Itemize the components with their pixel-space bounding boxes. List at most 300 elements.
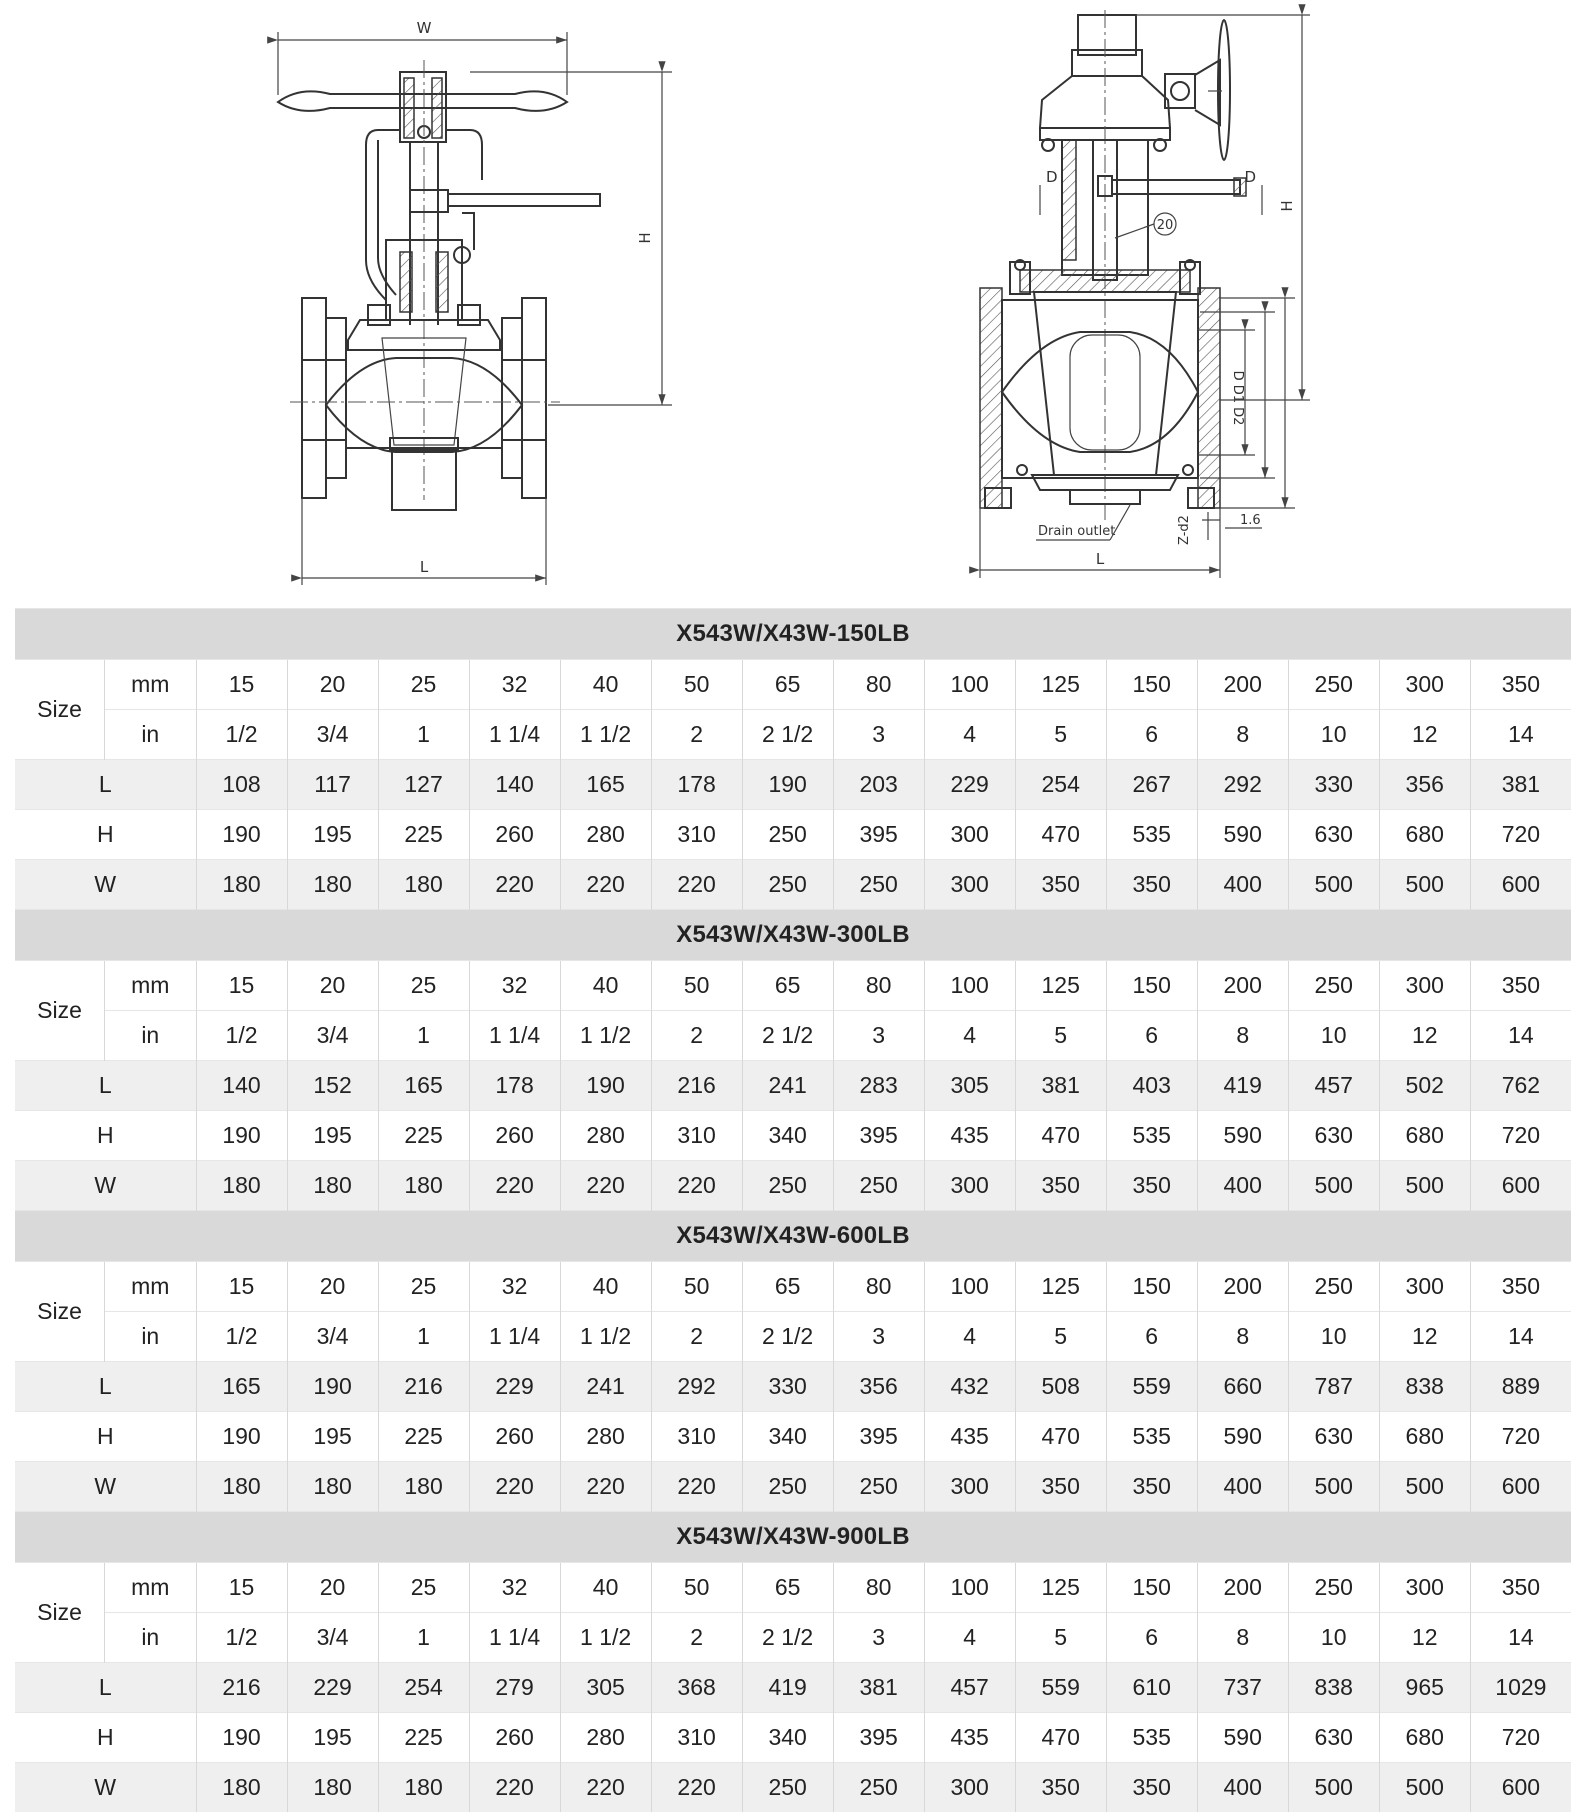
size-in-cell: 2: [651, 710, 742, 760]
dim-cell: 330: [742, 1362, 833, 1412]
size-mm-cell: 15: [196, 1262, 287, 1312]
dim-label-l: L: [15, 1663, 196, 1713]
dim-cell: 340: [742, 1111, 833, 1161]
dimension-table-body: [15, 609, 1571, 1813]
dim-cell: 508: [1015, 1362, 1106, 1412]
dim-cell: 180: [287, 1763, 378, 1813]
dim-cell: 1029: [1470, 1663, 1571, 1713]
unit-in-label: in: [105, 1312, 197, 1362]
dim-cell: 190: [196, 810, 287, 860]
size-in-cell: 2: [651, 1011, 742, 1061]
size-in-cell: 14: [1470, 1011, 1571, 1061]
dim-cell: 660: [1197, 1362, 1288, 1412]
size-in-cell: 12: [1379, 1011, 1470, 1061]
dim-cell: 292: [651, 1362, 742, 1412]
dim-cell: 395: [833, 1713, 924, 1763]
dim-cell: 600: [1470, 860, 1571, 910]
section-d-left: D: [1046, 168, 1058, 186]
size-mm-cell: 150: [1106, 660, 1197, 710]
dim-row-w: [15, 1462, 1571, 1512]
dim-row-h: [15, 810, 1571, 860]
dim-cell: 260: [469, 810, 560, 860]
dim-cell: 535: [1106, 1713, 1197, 1763]
dim-cell: 292: [1197, 760, 1288, 810]
size-in-cell: 5: [1015, 1312, 1106, 1362]
dim-cell: 400: [1197, 1462, 1288, 1512]
dim-cell: 220: [469, 1161, 560, 1211]
size-mm-cell: 350: [1470, 1262, 1571, 1312]
size-mm-cell: 300: [1379, 1262, 1470, 1312]
dim-row-h: [15, 1412, 1571, 1462]
size-in-cell: 3/4: [287, 1613, 378, 1663]
dim-cell: 190: [287, 1362, 378, 1412]
dim-cell: 250: [833, 1763, 924, 1813]
size-mm-cell: 15: [196, 1563, 287, 1613]
dim-l-label-right: L: [1095, 550, 1105, 568]
dim-cell: 350: [1015, 1763, 1106, 1813]
size-mm-cell: 80: [833, 1563, 924, 1613]
dim-cell: 610: [1106, 1663, 1197, 1713]
dim-label-h: H: [15, 1412, 196, 1462]
size-mm-cell: 100: [924, 1563, 1015, 1613]
unit-in-label: in: [105, 1613, 197, 1663]
size-mm-cell: 200: [1197, 660, 1288, 710]
size-mm-cell: 25: [378, 1262, 469, 1312]
dim-row-w: [15, 1161, 1571, 1211]
table-title: X543W/X43W-150LB: [15, 609, 1571, 660]
dim-label-l: L: [15, 760, 196, 810]
size-in-cell: 1/2: [196, 1312, 287, 1362]
dim-cell: 400: [1197, 860, 1288, 910]
size-in-cell: 1 1/2: [560, 1011, 651, 1061]
dim-cell: 195: [287, 1713, 378, 1763]
size-in-cell: 8: [1197, 710, 1288, 760]
dim-cell: 180: [196, 860, 287, 910]
dim-cell: 241: [560, 1362, 651, 1412]
dim-cell: 283: [833, 1061, 924, 1111]
unit-mm-label: mm: [105, 961, 197, 1011]
dim-cell: 280: [560, 1412, 651, 1462]
dim-cell: 340: [742, 1412, 833, 1462]
size-mm-cell: 65: [742, 1262, 833, 1312]
dim-row-h: [15, 1111, 1571, 1161]
dim-cell: 180: [287, 1161, 378, 1211]
size-in-cell: 1 1/4: [469, 1613, 560, 1663]
size-mm-cell: 65: [742, 961, 833, 1011]
dim-cell: 310: [651, 1111, 742, 1161]
dim-cell: 559: [1015, 1663, 1106, 1713]
size-mm-cell: 50: [651, 1563, 742, 1613]
dim-label-w: W: [15, 1462, 196, 1512]
dim-row-l: [15, 1362, 1571, 1412]
dim-cell: 395: [833, 1111, 924, 1161]
dim-cell: 680: [1379, 1111, 1470, 1161]
size-in-cell: 14: [1470, 710, 1571, 760]
dim-cell: 180: [287, 1462, 378, 1512]
dim-cell: 630: [1288, 1412, 1379, 1462]
table-title: X543W/X43W-300LB: [15, 910, 1571, 961]
size-mm-cell: 350: [1470, 660, 1571, 710]
dim-cell: 300: [924, 1462, 1015, 1512]
size-in-cell: 1 1/4: [469, 1312, 560, 1362]
size-in-cell: 12: [1379, 1312, 1470, 1362]
dim-cell: 500: [1288, 860, 1379, 910]
dim-cell: 356: [1379, 760, 1470, 810]
dim-cell: 535: [1106, 810, 1197, 860]
size-mm-row: [15, 1262, 1571, 1312]
dim-cell: 250: [833, 860, 924, 910]
dim-cell: 225: [378, 1412, 469, 1462]
size-mm-cell: 40: [560, 1262, 651, 1312]
dimension-tables: [15, 608, 1571, 1812]
size-mm-cell: 40: [560, 1563, 651, 1613]
size-in-row: [15, 1312, 1571, 1362]
dim-cell: 720: [1470, 1412, 1571, 1462]
dim-cell: 216: [378, 1362, 469, 1412]
size-in-cell: 3/4: [287, 1011, 378, 1061]
size-mm-cell: 32: [469, 1262, 560, 1312]
dim-cell: 720: [1470, 1111, 1571, 1161]
dim-cell: 195: [287, 1412, 378, 1462]
dim-cell: 350: [1106, 1763, 1197, 1813]
dim-cell: 350: [1106, 1161, 1197, 1211]
size-mm-cell: 100: [924, 961, 1015, 1011]
size-mm-cell: 40: [560, 660, 651, 710]
dim-cell: 216: [196, 1663, 287, 1713]
dim-cell: 229: [924, 760, 1015, 810]
size-mm-cell: 65: [742, 1563, 833, 1613]
dim-cell: 127: [378, 760, 469, 810]
dim-cell: 500: [1379, 1161, 1470, 1211]
dim-cell: 737: [1197, 1663, 1288, 1713]
size-in-cell: 6: [1106, 1011, 1197, 1061]
dim-cell: 680: [1379, 1713, 1470, 1763]
dim-cell: 368: [651, 1663, 742, 1713]
size-mm-cell: 250: [1288, 660, 1379, 710]
dim-l-label: L: [419, 558, 429, 576]
dim-cell: 680: [1379, 810, 1470, 860]
dim-cell: 225: [378, 1713, 469, 1763]
unit-in-label: in: [105, 710, 197, 760]
size-in-cell: 6: [1106, 1312, 1197, 1362]
size-in-cell: 1: [378, 1613, 469, 1663]
size-in-cell: 10: [1288, 710, 1379, 760]
size-mm-cell: 250: [1288, 1563, 1379, 1613]
dim-row-l: [15, 1061, 1571, 1111]
dim-label-w: W: [15, 860, 196, 910]
size-in-cell: 1 1/4: [469, 710, 560, 760]
size-in-cell: 8: [1197, 1011, 1288, 1061]
dim-cell: 180: [378, 860, 469, 910]
size-in-cell: 3/4: [287, 710, 378, 760]
size-mm-cell: 150: [1106, 1262, 1197, 1312]
dim-cell: 400: [1197, 1763, 1288, 1813]
right-valve-drawing: [980, 10, 1310, 578]
dim-label-h: H: [15, 1111, 196, 1161]
size-in-cell: 14: [1470, 1312, 1571, 1362]
size-mm-cell: 300: [1379, 961, 1470, 1011]
dim-cell: 356: [833, 1362, 924, 1412]
table-title-row: [15, 1211, 1571, 1262]
size-mm-cell: 125: [1015, 1563, 1106, 1613]
dim-cell: 254: [1015, 760, 1106, 810]
dim-cell: 180: [196, 1763, 287, 1813]
size-mm-cell: 100: [924, 1262, 1015, 1312]
dim-cell: 190: [560, 1061, 651, 1111]
size-in-cell: 3/4: [287, 1312, 378, 1362]
unit-in-label: in: [105, 1011, 197, 1061]
dim-cell: 381: [833, 1663, 924, 1713]
dim-cell: 250: [742, 1462, 833, 1512]
valve-drawings: [0, 0, 1587, 605]
dim-cell: 500: [1288, 1161, 1379, 1211]
size-mm-cell: 250: [1288, 1262, 1379, 1312]
dim-cell: 300: [924, 810, 1015, 860]
size-mm-cell: 80: [833, 961, 924, 1011]
dim-cell: 630: [1288, 1111, 1379, 1161]
dim-cell: 203: [833, 760, 924, 810]
dim-cell: 220: [560, 1161, 651, 1211]
dim-label-l: L: [15, 1061, 196, 1111]
dim-cell: 250: [742, 810, 833, 860]
size-mm-cell: 150: [1106, 961, 1197, 1011]
size-mm-cell: 100: [924, 660, 1015, 710]
dim-cell: 220: [469, 1462, 560, 1512]
size-in-cell: 2 1/2: [742, 710, 833, 760]
dim-cell: 395: [833, 810, 924, 860]
dim-cell: 350: [1106, 1462, 1197, 1512]
size-label: Size: [15, 961, 105, 1061]
size-in-cell: 3: [833, 710, 924, 760]
port-label: Z-d2: [1177, 515, 1192, 545]
dim-cell: 220: [560, 860, 651, 910]
dim-cell: 180: [378, 1161, 469, 1211]
dim-label-h: H: [15, 810, 196, 860]
size-in-cell: 2 1/2: [742, 1312, 833, 1362]
size-in-cell: 5: [1015, 710, 1106, 760]
dim-cell: 762: [1470, 1061, 1571, 1111]
size-mm-cell: 125: [1015, 1262, 1106, 1312]
table-title-row: [15, 910, 1571, 961]
dim-cell: 500: [1379, 1763, 1470, 1813]
dim-cell: 435: [924, 1713, 1015, 1763]
table-title-row: [15, 1512, 1571, 1563]
dim-cell: 216: [651, 1061, 742, 1111]
size-in-cell: 1: [378, 710, 469, 760]
dim-cell: 559: [1106, 1362, 1197, 1412]
dim-cell: 535: [1106, 1111, 1197, 1161]
unit-mm-label: mm: [105, 1262, 197, 1312]
dim-cell: 500: [1379, 860, 1470, 910]
dim-cell: 305: [560, 1663, 651, 1713]
size-label: Size: [15, 660, 105, 760]
table-title: X543W/X43W-900LB: [15, 1512, 1571, 1563]
dim-cell: 180: [378, 1763, 469, 1813]
dim-cell: 457: [924, 1663, 1015, 1713]
dim-cell: 220: [651, 1462, 742, 1512]
size-in-cell: 6: [1106, 1613, 1197, 1663]
size-mm-cell: 125: [1015, 660, 1106, 710]
size-in-cell: 12: [1379, 1613, 1470, 1663]
size-in-cell: 4: [924, 710, 1015, 760]
dim-cell: 630: [1288, 810, 1379, 860]
dim-cell: 600: [1470, 1462, 1571, 1512]
dim-cell: 350: [1015, 1462, 1106, 1512]
size-in-cell: 1/2: [196, 1613, 287, 1663]
size-in-cell: 10: [1288, 1613, 1379, 1663]
size-in-cell: 5: [1015, 1011, 1106, 1061]
dim-cell: 500: [1379, 1462, 1470, 1512]
dim-cell: 190: [196, 1412, 287, 1462]
dim-row-l: [15, 760, 1571, 810]
size-in-cell: 10: [1288, 1011, 1379, 1061]
size-in-row: [15, 1011, 1571, 1061]
dim-cell: 500: [1288, 1763, 1379, 1813]
dim-cell: 195: [287, 810, 378, 860]
dim-cell: 178: [469, 1061, 560, 1111]
dim-cell: 165: [378, 1061, 469, 1111]
dim-cell: 220: [469, 860, 560, 910]
diameter-labels: D D1 D2: [1230, 370, 1245, 426]
dim-cell: 470: [1015, 1111, 1106, 1161]
dim-cell: 500: [1288, 1462, 1379, 1512]
dim-cell: 330: [1288, 760, 1379, 810]
dim-cell: 220: [560, 1763, 651, 1813]
valve-drawing-svg: [0, 0, 1587, 605]
size-mm-cell: 25: [378, 1563, 469, 1613]
dim-h-label-right: H: [1278, 200, 1296, 212]
size-mm-cell: 200: [1197, 1563, 1288, 1613]
dim-cell: 350: [1015, 860, 1106, 910]
size-mm-row: [15, 1563, 1571, 1613]
unit-mm-label: mm: [105, 1563, 197, 1613]
dim-cell: 600: [1470, 1161, 1571, 1211]
dim-label-w: W: [15, 1763, 196, 1813]
dimension-table: [15, 608, 1571, 1812]
size-mm-cell: 150: [1106, 1563, 1197, 1613]
size-in-cell: 2: [651, 1613, 742, 1663]
size-mm-cell: 65: [742, 660, 833, 710]
size-in-cell: 8: [1197, 1312, 1288, 1362]
size-mm-cell: 200: [1197, 961, 1288, 1011]
size-in-cell: 5: [1015, 1613, 1106, 1663]
dim-cell: 680: [1379, 1412, 1470, 1462]
dim-cell: 350: [1015, 1161, 1106, 1211]
dim-cell: 165: [196, 1362, 287, 1412]
section-d-right: D: [1244, 168, 1256, 186]
size-in-cell: 6: [1106, 710, 1197, 760]
dim-cell: 720: [1470, 1713, 1571, 1763]
size-mm-cell: 250: [1288, 961, 1379, 1011]
dim-cell: 178: [651, 760, 742, 810]
dim-cell: 250: [833, 1462, 924, 1512]
dim-cell: 250: [833, 1161, 924, 1211]
dim-cell: 108: [196, 760, 287, 810]
size-in-cell: 1 1/4: [469, 1011, 560, 1061]
dim-cell: 229: [287, 1663, 378, 1713]
dim-label-w: W: [15, 1161, 196, 1211]
dim-cell: 225: [378, 1111, 469, 1161]
size-in-row: [15, 710, 1571, 760]
size-in-cell: 4: [924, 1312, 1015, 1362]
size-in-cell: 2: [651, 1312, 742, 1362]
size-in-cell: 8: [1197, 1613, 1288, 1663]
size-mm-cell: 125: [1015, 961, 1106, 1011]
size-in-cell: 1: [378, 1011, 469, 1061]
size-mm-cell: 25: [378, 660, 469, 710]
dim-cell: 787: [1288, 1362, 1379, 1412]
dim-cell: 280: [560, 1111, 651, 1161]
dim-cell: 381: [1470, 760, 1571, 810]
dim-cell: 250: [742, 1161, 833, 1211]
dim-row-w: [15, 860, 1571, 910]
dim-cell: 381: [1015, 1061, 1106, 1111]
dim-cell: 267: [1106, 760, 1197, 810]
dim-cell: 600: [1470, 1763, 1571, 1813]
size-mm-cell: 50: [651, 1262, 742, 1312]
dim-cell: 180: [287, 860, 378, 910]
size-in-cell: 1 1/2: [560, 710, 651, 760]
left-valve-drawing: [278, 19, 672, 585]
dim-cell: 225: [378, 810, 469, 860]
dim-cell: 260: [469, 1111, 560, 1161]
dim-cell: 229: [469, 1362, 560, 1412]
dim-cell: 220: [469, 1763, 560, 1813]
dim-cell: 280: [560, 810, 651, 860]
dim-h-label: H: [636, 232, 654, 244]
dim-cell: 403: [1106, 1061, 1197, 1111]
dim-label-h: H: [15, 1713, 196, 1763]
dim-cell: 400: [1197, 1161, 1288, 1211]
size-mm-cell: 20: [287, 1563, 378, 1613]
size-mm-cell: 20: [287, 660, 378, 710]
size-mm-row: [15, 961, 1571, 1011]
size-mm-cell: 32: [469, 660, 560, 710]
size-in-row: [15, 1613, 1571, 1663]
table-title: X543W/X43W-600LB: [15, 1211, 1571, 1262]
size-mm-cell: 25: [378, 961, 469, 1011]
dim-cell: 260: [469, 1713, 560, 1763]
size-in-cell: 3: [833, 1011, 924, 1061]
dim-cell: 195: [287, 1111, 378, 1161]
size-mm-cell: 350: [1470, 961, 1571, 1011]
dim-cell: 310: [651, 810, 742, 860]
dim-cell: 838: [1288, 1663, 1379, 1713]
size-in-cell: 1/2: [196, 710, 287, 760]
dim-cell: 220: [651, 1161, 742, 1211]
dim-cell: 310: [651, 1412, 742, 1462]
size-mm-cell: 32: [469, 1563, 560, 1613]
size-label: Size: [15, 1262, 105, 1362]
dim-cell: 250: [742, 1763, 833, 1813]
size-in-cell: 1: [378, 1312, 469, 1362]
size-in-cell: 3: [833, 1312, 924, 1362]
size-mm-cell: 350: [1470, 1563, 1571, 1613]
dim-cell: 260: [469, 1412, 560, 1462]
dim-cell: 590: [1197, 1713, 1288, 1763]
dim-cell: 220: [560, 1462, 651, 1512]
size-in-cell: 4: [924, 1011, 1015, 1061]
dim-cell: 470: [1015, 810, 1106, 860]
size-mm-cell: 300: [1379, 1563, 1470, 1613]
size-mm-cell: 300: [1379, 660, 1470, 710]
dim-cell: 435: [924, 1111, 1015, 1161]
dim-row-h: [15, 1713, 1571, 1763]
dim-cell: 470: [1015, 1412, 1106, 1462]
size-in-cell: 2 1/2: [742, 1613, 833, 1663]
dim-cell: 190: [742, 760, 833, 810]
size-mm-row: [15, 660, 1571, 710]
